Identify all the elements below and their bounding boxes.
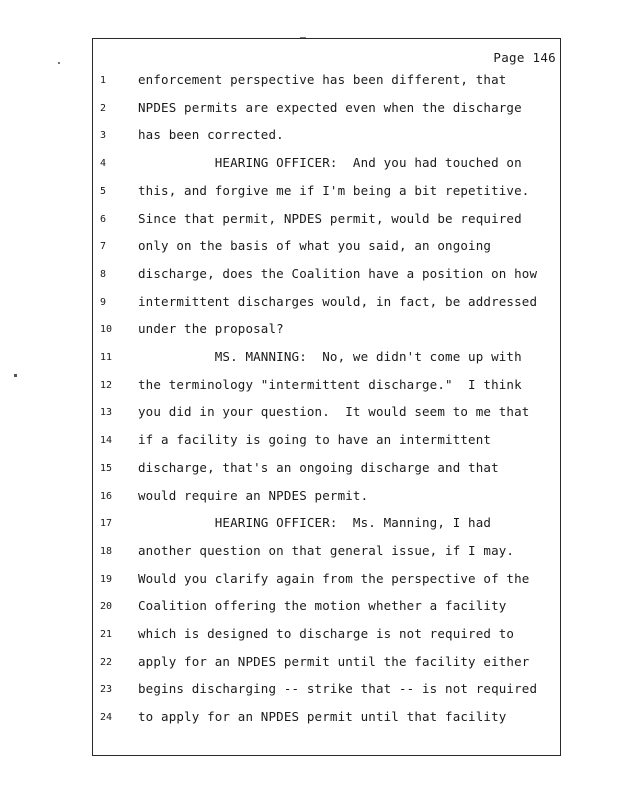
line-number: 22 <box>100 656 113 668</box>
line-number: 20 <box>100 601 113 613</box>
line-number: 7 <box>100 241 107 253</box>
line-number: 23 <box>100 684 113 696</box>
transcript-line: which is designed to discharge is not required to <box>138 626 515 641</box>
line-number: 8 <box>100 268 107 280</box>
transcript-line: under the proposal? <box>138 321 284 337</box>
transcript-line: to apply for an NPDES permit until that facility <box>138 709 507 725</box>
line-number: 9 <box>100 296 107 308</box>
line-number: 18 <box>100 545 113 557</box>
line-number: 11 <box>100 352 113 363</box>
line-number: 1 <box>100 75 107 86</box>
scan-speck <box>300 37 306 38</box>
line-number: 19 <box>100 573 113 585</box>
transcript-line: enforcement perspective has been different, that <box>138 72 507 87</box>
transcript-line: another question on that general issue, if I may. <box>138 542 515 558</box>
transcript-line: Coalition offering the motion whether a facility <box>138 598 507 614</box>
line-number: 14 <box>100 435 113 447</box>
line-number: 2 <box>100 102 107 114</box>
transcript-line: MS. MANNING: No, we didn't come up with <box>138 349 522 364</box>
transcript-line: HEARING OFFICER: Ms. Manning, I had <box>138 515 492 531</box>
line-number: 16 <box>100 490 113 502</box>
transcript-line: you did in your question. It would seem to me that <box>138 404 530 420</box>
line-number: 17 <box>100 518 113 530</box>
line-number: 4 <box>100 158 107 170</box>
transcript-line: apply for an NPDES permit until the facility either <box>138 653 530 669</box>
page-number: Page 146 <box>493 50 556 65</box>
transcript-line: if a facility is going to have an intermittent <box>138 432 492 448</box>
transcript-line: the terminology "intermittent discharge." I think <box>138 376 522 392</box>
transcript-line: discharge, does the Coalition have a position on how <box>138 265 538 281</box>
line-number: 5 <box>100 185 107 197</box>
transcript-line: HEARING OFFICER: And you had touched on <box>138 155 522 171</box>
transcript-line: discharge, that's an ongoing discharge and that <box>138 459 499 475</box>
margin-mark <box>14 374 17 377</box>
line-number: 13 <box>100 407 113 419</box>
transcript-line: has been corrected. <box>138 127 284 143</box>
line-number: 6 <box>100 213 107 225</box>
transcript-line: Since that permit, NPDES permit, would be required <box>138 210 522 226</box>
line-number: 12 <box>100 379 113 391</box>
line-number: 24 <box>100 712 113 724</box>
line-number: 10 <box>100 324 113 336</box>
transcript-line: only on the basis of what you said, an ongoing <box>138 238 492 254</box>
transcript-line: NPDES permits are expected even when the discharge <box>138 99 522 115</box>
transcript-line: this, and forgive me if I'm being a bit repetitive. <box>138 182 530 198</box>
transcript-page-frame <box>92 38 561 756</box>
line-number: 15 <box>100 462 113 474</box>
line-number: 21 <box>100 629 113 640</box>
transcript-line: would require an NPDES permit. <box>138 487 369 503</box>
line-number: 3 <box>100 130 107 142</box>
scan-speck <box>58 62 60 64</box>
transcript-line: Would you clarify again from the perspective of the <box>138 570 530 586</box>
transcript-line: begins discharging -- strike that -- is not required <box>138 681 538 697</box>
transcript-line: intermittent discharges would, in fact, be addressed <box>138 293 538 309</box>
